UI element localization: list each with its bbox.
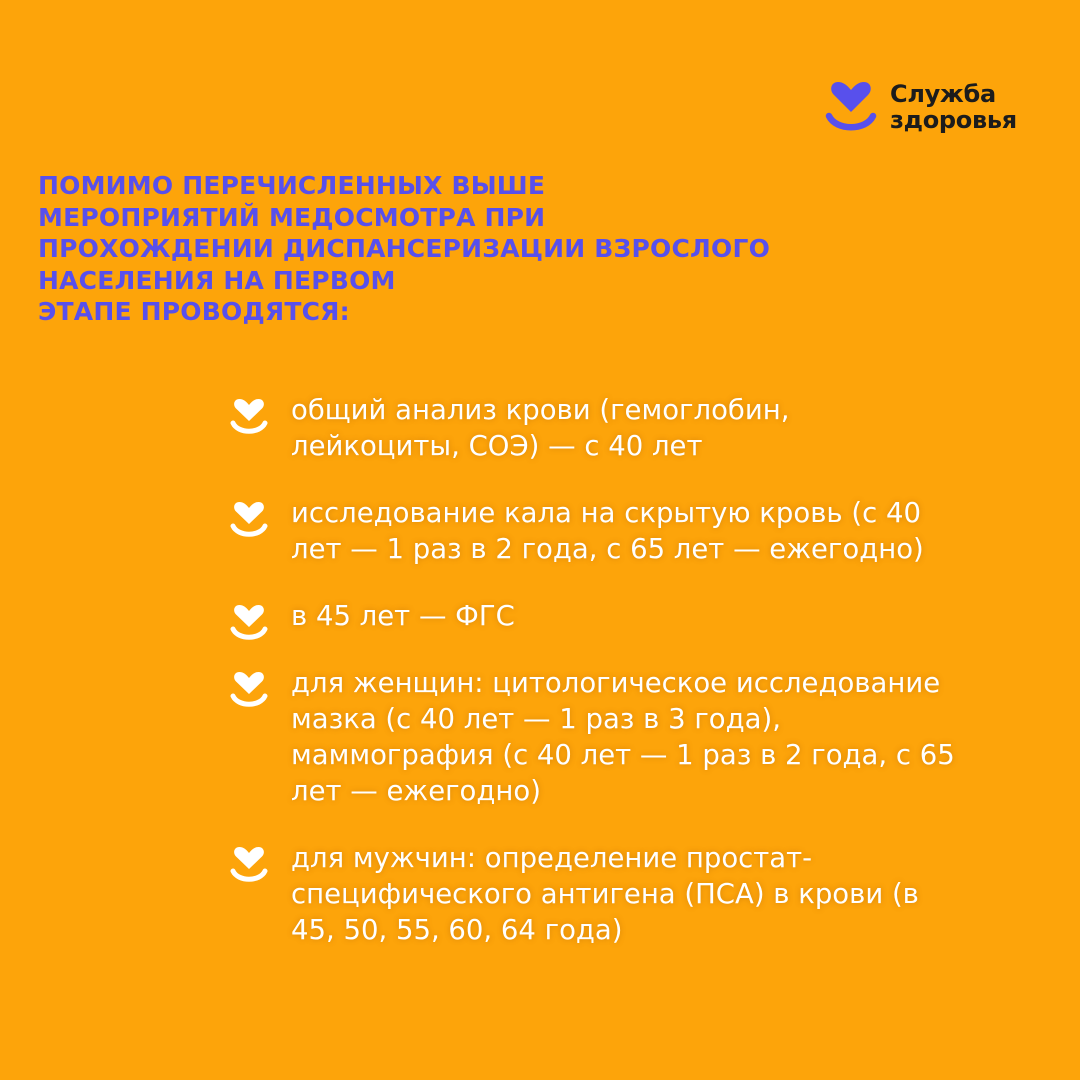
list-item-line: для мужчин: определение простат- [291, 842, 813, 874]
headline [38, 170, 858, 328]
brand-name [890, 81, 1017, 133]
brand-logo [822, 78, 1017, 136]
heart-smile-bullet-icon [228, 602, 270, 644]
list-item [228, 495, 1058, 567]
brand-name-line1: Служба [890, 80, 996, 108]
list-item-line: лет — 1 раз в 2 года, с 65 лет — ежегодно) [291, 533, 924, 565]
headline-line: ЭТАПЕ ПРОВОДЯТСЯ: [38, 297, 350, 326]
list-item-line: для женщин: цитологическое исследование [291, 667, 941, 699]
list-item-line: лет — ежегодно) [291, 775, 541, 807]
heart-smile-bullet-icon [228, 396, 270, 438]
heart-smile-icon [822, 78, 880, 136]
heart-smile-bullet-icon [228, 669, 270, 711]
headline-line: НАСЕЛЕНИЯ НА ПЕРВОМ [38, 265, 396, 295]
list-item-line: общий анализ крови (гемоглобин, [291, 394, 790, 426]
list-item [228, 665, 1058, 809]
list-item-line: исследование кала на скрытую кровь (с 40 [291, 497, 921, 529]
list-item-line: лейкоциты, СОЭ) — с 40 лет [291, 430, 703, 462]
screening-list [228, 392, 1058, 948]
list-item [228, 392, 1058, 464]
list-item [228, 598, 1058, 634]
headline-line: ПРОХОЖДЕНИИ ДИСПАНСЕРИЗАЦИИ ВЗРОСЛОГО [38, 234, 771, 263]
list-item-line: маммография (с 40 лет — 1 раз в 2 года, с 65 [291, 739, 955, 771]
list-item [228, 840, 1058, 948]
heart-smile-bullet-icon [228, 844, 270, 886]
list-item-line: специфического антигена (ПСА) в крови (в [291, 878, 919, 910]
list-item-line: в 45 лет — ФГС [291, 600, 515, 632]
list-item-line: 45, 50, 55, 60, 64 года) [291, 914, 623, 946]
brand-name-line2: здоровья [890, 106, 1017, 134]
heart-smile-bullet-icon [228, 499, 270, 541]
list-item-line: мазка (с 40 лет — 1 раз в 3 года), [291, 703, 781, 735]
headline-line: ПОМИМО ПЕРЕЧИСЛЕННЫХ ВЫШЕ [38, 171, 546, 200]
headline-line: МЕРОПРИЯТИЙ МЕДОСМОТРА ПРИ [38, 202, 546, 232]
